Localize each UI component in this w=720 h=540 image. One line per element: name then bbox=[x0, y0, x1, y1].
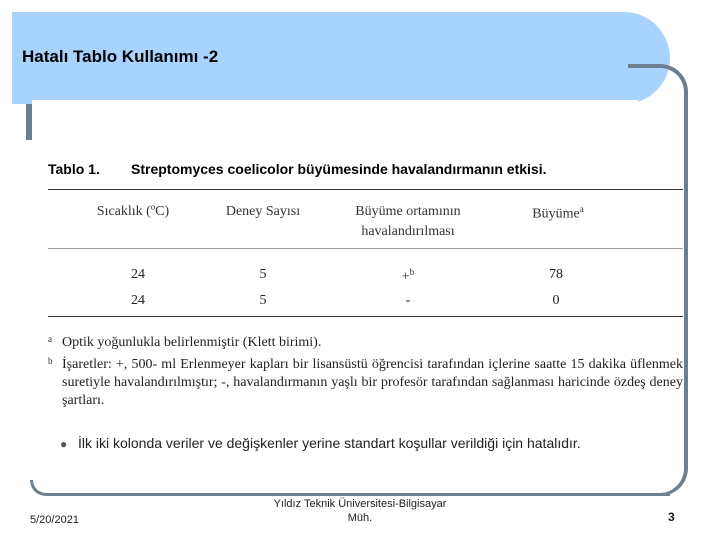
table-top-rule bbox=[48, 189, 683, 190]
footnote-a-text: Optik yoğunlukla belirlenmiştir (Klett birimi). bbox=[62, 335, 322, 350]
row1-growth: 78 bbox=[549, 267, 563, 282]
header-growth-sup: a bbox=[579, 204, 584, 214]
header-aeration-line2: havalandırılması bbox=[361, 224, 455, 239]
row1-aeration-sup: b bbox=[409, 267, 415, 277]
banner-underline bbox=[32, 100, 638, 104]
table-caption-label: Tablo 1. bbox=[48, 161, 100, 177]
frame-left-line bbox=[26, 104, 32, 140]
header-aeration-line1: Büyüme ortamının bbox=[355, 204, 461, 219]
footer-institution-line2: Müh. bbox=[347, 512, 373, 524]
footnote-a bbox=[48, 334, 683, 352]
slide-title: Hatalı Tablo Kullanımı -2 bbox=[22, 47, 219, 66]
header-trial-count: Deney Sayısı bbox=[225, 204, 301, 219]
row1-temperature: 24 bbox=[131, 267, 145, 282]
bullet-text: İlk iki kolonda veriler ve değişkenler yerine standart koşullar verildiği için hatalıdır. bbox=[78, 435, 581, 451]
row2-temperature: 24 bbox=[131, 293, 145, 308]
row1-aeration bbox=[348, 267, 468, 286]
row1-trial-count: 5 bbox=[259, 267, 267, 282]
header-rule bbox=[48, 248, 683, 249]
footnote-b-text: İşaretler: +, 500- ml Erlenmeyer kapları bir lisansüstü öğrencisi tarafından içlerine saatte 15 dakika üflenmek suretiyle havalandırılmıştır; -, havalandırmanın yaşlı bir profesör tarafından sağlanması haricinde özdeş deney şartları. bbox=[62, 357, 683, 408]
frame-right-border bbox=[628, 64, 688, 496]
frame-bottom-border bbox=[30, 480, 670, 496]
row2-trial-count: 5 bbox=[259, 293, 267, 308]
footnote-b-mark: b bbox=[48, 356, 53, 366]
table-caption-text: Streptomyces coelicolor büyümesinde havalandırmanın etkisi. bbox=[131, 161, 547, 177]
footer-institution-line1: Yıldız Teknik Üniversitesi-Bilgisayar bbox=[273, 498, 447, 510]
footnote-a-mark: a bbox=[48, 334, 52, 344]
table-bottom-rule bbox=[48, 316, 683, 317]
footer-institution bbox=[250, 497, 470, 525]
row2-aeration: - bbox=[405, 293, 411, 308]
bullet-icon: ● bbox=[60, 437, 68, 451]
header-growth-text: Büyüme bbox=[532, 206, 580, 222]
page-number: 3 bbox=[668, 510, 675, 524]
row2-growth: 0 bbox=[552, 293, 560, 308]
row1-aeration-value: + bbox=[401, 269, 410, 285]
header-temperature: Sıcaklık (ºC) bbox=[96, 204, 170, 219]
footer-date: 5/20/2021 bbox=[30, 514, 79, 526]
header-growth bbox=[498, 204, 618, 223]
footnote-b bbox=[48, 356, 683, 412]
